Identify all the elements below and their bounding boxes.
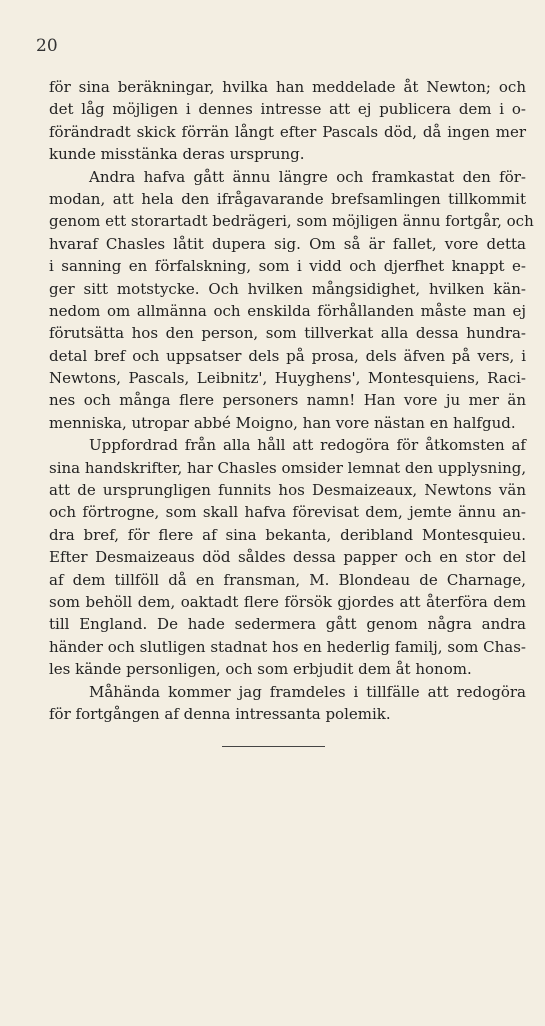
text-line: Andra hafva gått ännu längre och framkastat den för-	[89, 167, 526, 186]
text-line: i sanning en förfalskning, som i vidd och djerfhet knappt e-	[49, 257, 526, 276]
text-line: för sina beräkningar, hvilka han meddelade åt Newton; och	[49, 78, 526, 96]
text-line: till England. De hade sedermera gått genom några andra	[49, 615, 526, 634]
text-line: sina handskrifter, har Chasles omsider lemnat den upplysning,	[49, 458, 527, 477]
text-line: Efter Desmaizeaus död såldes dessa papper och en stor del	[49, 548, 526, 567]
text-line: Newtons, Pascals, Leibnitz', Huyghens', Montesquiens, Raci-	[49, 369, 526, 388]
text-line: hvaraf Chasles låtit dupera sig. Om så är fallet, vore detta	[49, 234, 526, 253]
text-line: dra bref, för flere af sina bekanta, deribland Montesquieu.	[49, 525, 526, 544]
text-line: Uppfordrad från alla håll att redogöra för åtkomsten af	[89, 436, 526, 455]
text-line: händer och slutligen stadnat hos en hederlig familj, som Chas-	[49, 637, 526, 656]
text-line: förutsätta hos den person, som tillverkat alla dessa hundra-	[49, 324, 526, 343]
section-divider	[222, 746, 325, 747]
text-line: genom ett storartadt bedrägeri, som möjligen ännu fortgår, och	[49, 212, 534, 231]
text-line: det låg möjligen i dennes intresse att ej publicera dem i o-	[49, 100, 526, 119]
page-number: 20	[36, 36, 58, 56]
text-line: les kände personligen, och som erbjudit dem åt honom.	[49, 660, 472, 679]
text-line: förändradt skick förrän långt efter Pascals död, då ingen mer	[49, 122, 526, 141]
text-line: af dem tillföll då en fransman, M. Blondeau de Charnage,	[49, 570, 526, 589]
text-line: nedom om allmänna och enskilda förhållanden måste man ej	[49, 301, 526, 320]
text-line: att de ursprungligen funnits hos Desmaizeaux, Newtons vän	[49, 481, 526, 500]
text-line: ger sitt motstycke. Och hvilken mångsidighet, hvilken kän-	[49, 279, 526, 298]
text-line: modan, att hela den ifrågavarande brefsamlingen tillkommit	[49, 189, 526, 208]
text-line: nes och många flere personers namn! Han vore ju mer än	[49, 391, 526, 410]
text-line: detal bref och uppsatser dels på prosa, dels äfven på vers, i	[49, 346, 526, 365]
body-text	[49, 76, 534, 725]
text-line: och förtrogne, som skall hafva förevisat dem, jemte ännu an-	[49, 503, 526, 522]
text-line: som behöll dem, oaktadt flere försök gjordes att återföra dem	[49, 592, 526, 611]
text-line: menniska, utropar abbé Moigno, han vore nästan en halfgud.	[49, 413, 516, 432]
text-line: Måhända kommer jag framdeles i tillfälle att redogöra	[89, 682, 526, 701]
text-line: kunde misstänka deras ursprung.	[49, 145, 305, 164]
text-line: för fortgången af denna intressanta polemik.	[49, 704, 391, 723]
